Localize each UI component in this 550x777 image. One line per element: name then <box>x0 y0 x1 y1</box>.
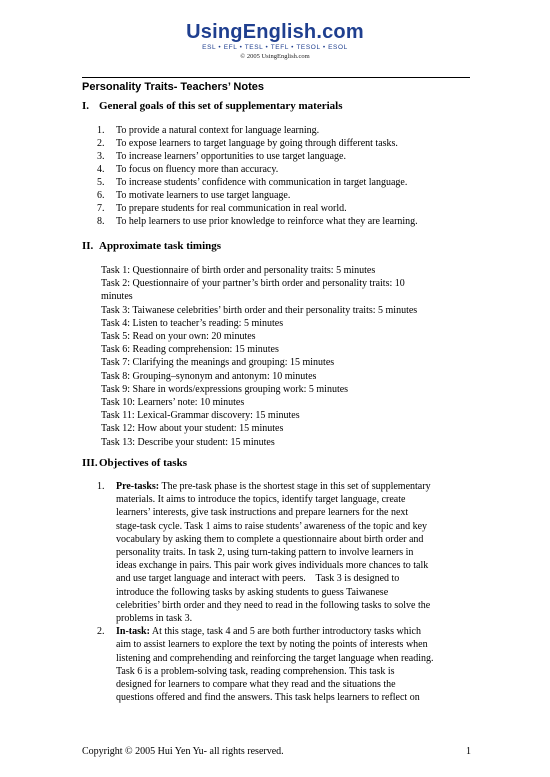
logo-copyright: © 2005 UsingEnglish.com <box>240 53 310 60</box>
goals-list <box>97 124 472 228</box>
task-line: Task 4: Listen to teacher’s reading: 5 minutes <box>101 317 284 329</box>
task-line: Task 8: Grouping–synonym and antonym: 10 minutes <box>101 370 317 382</box>
task-line: Task 12: How about your student: 15 minutes <box>101 423 284 435</box>
objective-in-task: In-task: At this stage, task 4 and 5 are both further introductory tasks which aim to assist learners to explore the text by noting the points of interests when listening and comprehending and reinforcing the target language when reading. Task 6 is a problem-solving task, reading comprehension. This task is designed for learners to compare what they read and the situations the questions offered and find the answers. This task helps learners to reflect on <box>116 626 434 704</box>
logo-tagline: ESL • EFL • TESL • TEFL • TESOL • ESOL <box>202 44 348 51</box>
task-line: Task 7: Clarifying the meanings and grouping: 15 minutes <box>101 357 335 369</box>
list-item: 2. In-task: At this stage, task 4 and 5 are both further introductory tasks which aim to assist learners to explore the text by noting the points of interests when listening and comprehending and reinforcing the target language when reading. Task 6 is a problem-solving task, reading comprehension. This task is designed for learners to compare what they read and the situations the questions offered and find the answers. This task helps learners to reflect on <box>97 625 472 704</box>
task-line: Task 13: Describe your student: 15 minutes <box>101 436 275 448</box>
list-item: 7. To prepare students for real communication in real world. <box>97 203 347 214</box>
section-title: General goals of this set of supplementary materials <box>99 100 343 112</box>
list-item: 1. To provide a natural context for language learning. <box>97 125 320 136</box>
task-line: Task 2: Questionnaire of your partner’s birth order and personality traits: 10 <box>101 278 405 290</box>
section-goals-heading <box>82 100 343 113</box>
section-timings-heading <box>82 240 221 253</box>
header-divider <box>82 77 470 78</box>
objective-label: In-task: <box>116 626 150 638</box>
section-objectives-heading <box>82 457 187 470</box>
list-item: 5. To increase students’ confidence with communication in target language. <box>97 177 408 188</box>
objectives-list <box>97 480 472 704</box>
task-timings-list <box>101 264 461 449</box>
section-number: III. <box>82 457 98 469</box>
list-item: 1. Pre-tasks: The pre-task phase is the shortest stage in this set of supplementary materials. It aims to introduce the topics, identify target language, create learners’ interests, give task instructions and prepare learners for the next stage-task cycle. Task 1 aims to raise students’ awareness of the topic and key vocabulary by asking them to complete a questionnaire about birth order and personality traits. In task 2, using turn-taking pattern to involve learners in ideas exchange in pairs. This pair work gives individuals more chances to talk and use target language and interact with peers. Task 3 is designed to introduce the following tasks by asking students to guess Taiwanese celebrities’ birth order and they need to read in the following tasks to solve the problems in task 3. <box>97 480 472 625</box>
objective-label: Pre-tasks: <box>116 481 160 492</box>
list-item: 3. To increase learners’ opportunities to use target language. <box>97 151 346 162</box>
task-line: minutes <box>101 291 133 303</box>
section-title: Approximate task timings <box>99 240 222 252</box>
logo-wordmark: UsingEnglish.com <box>186 21 364 43</box>
task-line: Task 11: Lexical-Grammar discovery: 15 minutes <box>101 410 300 422</box>
section-number: I. <box>82 100 90 112</box>
task-line: Task 10: Learners’ note: 10 minutes <box>101 397 245 409</box>
section-title: Objectives of tasks <box>99 457 187 469</box>
section-number: II. <box>82 240 94 252</box>
document-title: Personality Traits- Teachers’ Notes <box>82 81 264 93</box>
list-item: 8. To help learners to use prior knowledge to reinforce what they are learning. <box>97 216 418 227</box>
objective-pre-tasks: Pre-tasks: The pre-task phase is the shortest stage in this set of supplementary materials. It aims to introduce the topics, identify target language, create learners’ interests, give task instructions and prepare learners for the next stage-task cycle. Task 1 aims to raise students’ awareness of the topic and key vocabulary by asking them to complete a questionnaire about birth order and personality traits. In task 2, using turn-taking pattern to involve learners in ideas exchange in pairs. This pair work gives individuals more chances to talk and use target language and interact with peers. Task 3 is designed to introduce the following tasks by asking students to guess Taiwanese celebrities’ birth order and they need to read in the following tasks to solve the problems in task 3. <box>116 481 431 625</box>
footer-copyright: Copyright © 2005 Hui Yen Yu- all rights reserved. <box>82 746 284 757</box>
task-line: Task 5: Read on your own: 20 minutes <box>101 331 256 343</box>
list-item: 2. To expose learners to target language by going through different tasks. <box>97 138 398 149</box>
page-number: 1 <box>466 746 471 757</box>
list-item: 6. To motivate learners to use target language. <box>97 190 291 201</box>
task-line: Task 6: Reading comprehension: 15 minutes <box>101 344 279 356</box>
task-line: Task 3: Taiwanese celebrities’ birth order and their personality traits: 5 minutes <box>101 304 418 316</box>
task-line: Task 9: Share in words/expressions grouping work: 5 minutes <box>101 383 349 395</box>
usingenglish-logo <box>0 22 550 61</box>
task-line: Task 1: Questionnaire of birth order and personality traits: 5 minutes <box>101 265 376 276</box>
list-item: 4. To focus on fluency more than accuracy. <box>97 164 279 175</box>
